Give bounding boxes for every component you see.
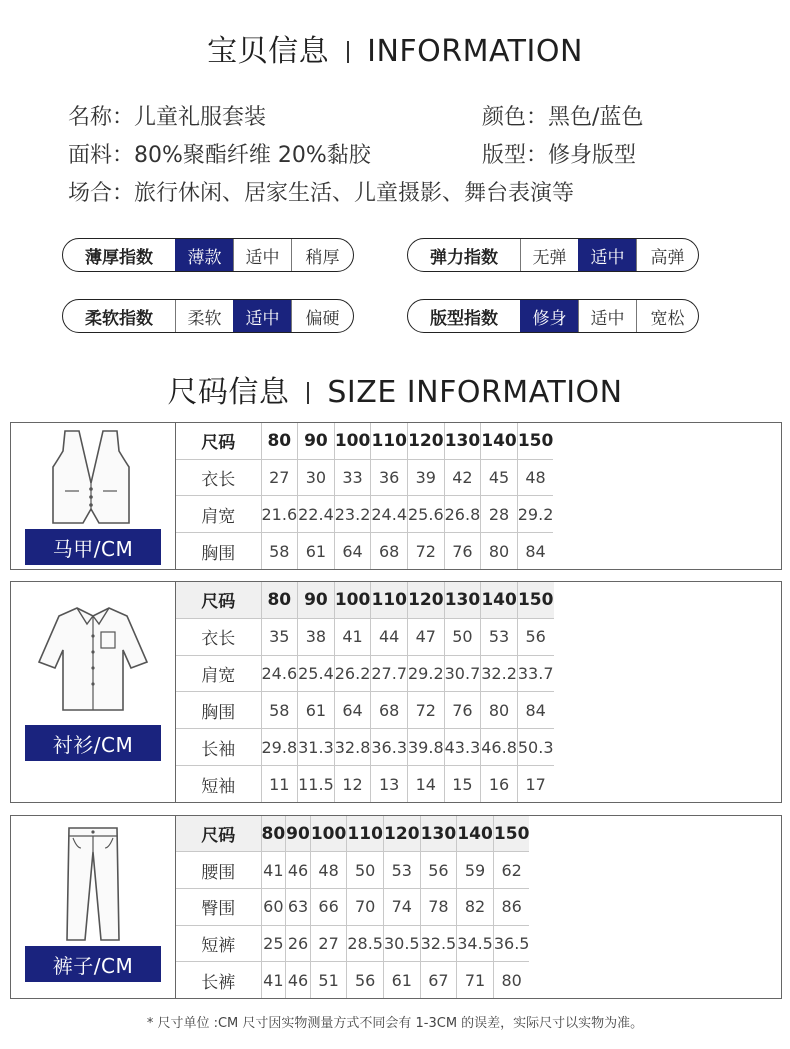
row-label: 肩宽 — [176, 655, 261, 692]
row-label: 尺码 — [176, 582, 261, 618]
pants-size-section — [10, 815, 782, 999]
size-cell: 71 — [457, 962, 494, 998]
row-label: 胸围 — [176, 533, 261, 569]
size-cell: 25 — [261, 925, 286, 962]
size-header-cell: 130 — [420, 816, 457, 852]
index-option: 修身 — [520, 300, 578, 332]
index-option: 适中 — [233, 300, 291, 332]
size-header-cell: 80 — [261, 816, 286, 852]
size-cell: 46 — [286, 852, 311, 889]
size-cell: 25.6 — [408, 496, 445, 533]
size-header-cell: 130 — [444, 582, 481, 618]
size-cell: 23.2 — [334, 496, 371, 533]
size-cell: 30.7 — [444, 655, 481, 692]
index-option: 适中 — [578, 300, 636, 332]
size-cell: 24.6 — [261, 655, 298, 692]
size-header-cell: 120 — [408, 423, 445, 459]
fit-type-index — [407, 299, 699, 333]
size-cell: 27 — [310, 925, 347, 962]
size-cell: 47 — [408, 618, 445, 655]
shirt-icon — [37, 604, 149, 714]
size-cell: 53 — [481, 618, 518, 655]
size-row — [176, 618, 554, 655]
size-header-cell: 100 — [310, 816, 347, 852]
size-cell: 28.5 — [347, 925, 384, 962]
elasticity-index — [407, 238, 699, 272]
info-title-cn: 宝贝信息 — [207, 34, 330, 69]
pants-size-table — [176, 816, 529, 998]
size-cell: 26.2 — [334, 655, 371, 692]
size-header-row — [176, 423, 553, 459]
size-cell: 27.7 — [371, 655, 408, 692]
size-cell: 48 — [517, 459, 553, 496]
size-cell: 64 — [334, 533, 371, 569]
row-label: 短袖 — [176, 766, 261, 802]
size-cell: 78 — [420, 889, 457, 926]
size-cell: 61 — [383, 962, 420, 998]
thickness-index — [62, 238, 354, 272]
size-cell: 56 — [347, 962, 384, 998]
size-row — [176, 729, 554, 766]
size-cell: 76 — [444, 692, 481, 729]
size-cell: 76 — [444, 533, 481, 569]
size-cell: 46.8 — [481, 729, 518, 766]
size-row — [176, 962, 529, 998]
index-option: 柔软 — [175, 300, 233, 332]
index-option: 高弹 — [636, 239, 698, 271]
size-cell: 80 — [481, 692, 518, 729]
row-label: 胸围 — [176, 692, 261, 729]
size-header-cell: 90 — [298, 582, 335, 618]
row-label: 短裤 — [176, 925, 261, 962]
size-cell: 56 — [420, 852, 457, 889]
size-cell: 39 — [408, 459, 445, 496]
size-header-cell: 80 — [261, 582, 298, 618]
size-header-cell: 90 — [298, 423, 335, 459]
size-header-cell: 140 — [457, 816, 494, 852]
size-cell: 36.5 — [493, 925, 529, 962]
size-cell: 33 — [334, 459, 371, 496]
size-cell: 51 — [310, 962, 347, 998]
size-cell: 68 — [371, 533, 408, 569]
pants-icon — [65, 824, 121, 942]
size-cell: 50 — [444, 618, 481, 655]
size-cell: 41 — [261, 962, 286, 998]
size-cell: 82 — [457, 889, 494, 926]
size-row — [176, 889, 529, 926]
size-cell: 66 — [310, 889, 347, 926]
row-label: 衣长 — [176, 618, 261, 655]
info-section-title — [0, 26, 790, 70]
size-cell: 43.3 — [444, 729, 481, 766]
size-cell: 22.4 — [298, 496, 335, 533]
size-header-row — [176, 582, 554, 618]
size-cell: 62 — [493, 852, 529, 889]
product-color: 颜色：黑色/蓝色 — [482, 105, 644, 130]
size-cell: 44 — [371, 618, 408, 655]
size-header-cell: 150 — [517, 582, 553, 618]
size-title-en: SIZE INFORMATION — [327, 375, 623, 410]
size-cell: 72 — [408, 533, 445, 569]
size-cell: 68 — [371, 692, 408, 729]
size-cell: 60 — [261, 889, 286, 926]
title-divider — [307, 382, 309, 404]
size-cell: 56 — [517, 618, 553, 655]
size-row — [176, 766, 554, 802]
size-cell: 31.3 — [298, 729, 335, 766]
size-cell: 26 — [286, 925, 311, 962]
vest-size-section — [10, 422, 782, 570]
size-cell: 74 — [383, 889, 420, 926]
pants-label: 裤子/CM — [25, 946, 161, 982]
size-cell: 80 — [493, 962, 529, 998]
softness-index — [62, 299, 354, 333]
index-option: 稍厚 — [291, 239, 353, 271]
index-option: 适中 — [578, 239, 636, 271]
size-cell: 29.8 — [261, 729, 298, 766]
size-header-cell: 120 — [408, 582, 445, 618]
product-name: 名称：儿童礼服套装 — [68, 105, 267, 130]
size-cell: 36 — [371, 459, 408, 496]
size-cell: 38 — [298, 618, 335, 655]
size-header-cell: 110 — [371, 423, 408, 459]
size-cell: 58 — [261, 692, 298, 729]
size-cell: 28 — [481, 496, 518, 533]
size-cell: 32.5 — [420, 925, 457, 962]
size-header-cell: 140 — [481, 582, 518, 618]
size-cell: 13 — [371, 766, 408, 802]
size-cell: 29.2 — [517, 496, 553, 533]
size-cell: 33.7 — [517, 655, 553, 692]
size-section-title — [0, 367, 790, 411]
size-cell: 41 — [334, 618, 371, 655]
row-label: 肩宽 — [176, 496, 261, 533]
size-row — [176, 459, 553, 496]
row-label: 腰围 — [176, 852, 261, 889]
size-cell: 70 — [347, 889, 384, 926]
vest-icon — [49, 427, 133, 527]
size-cell: 42 — [444, 459, 481, 496]
size-cell: 27 — [261, 459, 298, 496]
pants-panel — [11, 816, 176, 998]
index-option: 薄款 — [175, 239, 233, 271]
size-header-cell: 140 — [481, 423, 518, 459]
size-cell: 34.5 — [457, 925, 494, 962]
size-header-cell: 120 — [383, 816, 420, 852]
index-label: 版型指数 — [430, 308, 498, 329]
row-label: 衣长 — [176, 459, 261, 496]
shirt-panel — [11, 582, 176, 802]
size-cell: 53 — [383, 852, 420, 889]
size-header-cell: 150 — [493, 816, 529, 852]
size-cell: 32.8 — [334, 729, 371, 766]
index-option: 适中 — [233, 239, 291, 271]
size-cell: 15 — [444, 766, 481, 802]
size-header-row — [176, 816, 529, 852]
size-cell: 25.4 — [298, 655, 335, 692]
vest-panel — [11, 423, 176, 569]
row-label: 长裤 — [176, 962, 261, 998]
size-row — [176, 533, 553, 569]
size-cell: 50 — [347, 852, 384, 889]
product-fit: 版型：修身版型 — [482, 143, 637, 168]
size-row — [176, 655, 554, 692]
size-cell: 86 — [493, 889, 529, 926]
size-footnote: * 尺寸单位 :CM 尺寸因实物测量方式不同会有 1-3CM 的误差，实际尺寸以实物为准。 — [146, 1016, 644, 1031]
size-cell: 16 — [481, 766, 518, 802]
shirt-label: 衬衫/CM — [25, 725, 161, 761]
shirt-size-table — [176, 582, 554, 802]
index-option: 偏硬 — [291, 300, 353, 332]
size-cell: 84 — [517, 692, 553, 729]
size-cell: 35 — [261, 618, 298, 655]
size-cell: 59 — [457, 852, 494, 889]
size-cell: 11.5 — [298, 766, 335, 802]
size-cell: 45 — [481, 459, 518, 496]
size-cell: 24.4 — [371, 496, 408, 533]
size-header-cell: 130 — [444, 423, 481, 459]
index-option: 无弹 — [520, 239, 578, 271]
size-row — [176, 692, 554, 729]
size-row — [176, 496, 553, 533]
size-cell: 72 — [408, 692, 445, 729]
size-cell: 50.3 — [517, 729, 553, 766]
size-cell: 29.2 — [408, 655, 445, 692]
size-cell: 30 — [298, 459, 335, 496]
index-label: 柔软指数 — [85, 308, 153, 329]
row-label: 长袖 — [176, 729, 261, 766]
size-header-cell: 100 — [334, 582, 371, 618]
size-cell: 21.6 — [261, 496, 298, 533]
index-label: 弹力指数 — [430, 247, 498, 268]
size-header-cell: 80 — [261, 423, 298, 459]
title-divider — [347, 41, 349, 63]
size-cell: 48 — [310, 852, 347, 889]
size-cell: 64 — [334, 692, 371, 729]
index-label: 薄厚指数 — [85, 247, 153, 268]
product-fabric: 面料：80%聚酯纤维 20%黏胶 — [68, 143, 371, 168]
size-header-cell: 150 — [517, 423, 553, 459]
info-title-en: INFORMATION — [367, 34, 583, 69]
size-cell: 17 — [517, 766, 553, 802]
size-cell: 32.2 — [481, 655, 518, 692]
size-row — [176, 925, 529, 962]
size-cell: 58 — [261, 533, 298, 569]
size-cell: 14 — [408, 766, 445, 802]
row-label: 臀围 — [176, 889, 261, 926]
size-header-cell: 110 — [371, 582, 408, 618]
size-cell: 61 — [298, 533, 335, 569]
row-label: 尺码 — [176, 423, 261, 459]
size-cell: 26.8 — [444, 496, 481, 533]
size-cell: 46 — [286, 962, 311, 998]
size-header-cell: 110 — [347, 816, 384, 852]
size-cell: 63 — [286, 889, 311, 926]
vest-label: 马甲/CM — [25, 529, 161, 565]
product-occasion: 场合：旅行休闲、居家生活、儿童摄影、舞台表演等 — [68, 181, 575, 206]
size-cell: 36.3 — [371, 729, 408, 766]
size-cell: 30.5 — [383, 925, 420, 962]
size-cell: 41 — [261, 852, 286, 889]
size-header-cell: 100 — [334, 423, 371, 459]
size-cell: 67 — [420, 962, 457, 998]
row-label: 尺码 — [176, 816, 261, 852]
size-cell: 80 — [481, 533, 518, 569]
size-cell: 84 — [517, 533, 553, 569]
vest-size-table — [176, 423, 553, 569]
size-title-cn: 尺码信息 — [167, 375, 290, 410]
size-cell: 12 — [334, 766, 371, 802]
size-cell: 11 — [261, 766, 298, 802]
size-row — [176, 852, 529, 889]
size-cell: 61 — [298, 692, 335, 729]
size-cell: 39.8 — [408, 729, 445, 766]
index-option: 宽松 — [636, 300, 698, 332]
size-header-cell: 90 — [286, 816, 311, 852]
shirt-size-section — [10, 581, 782, 803]
